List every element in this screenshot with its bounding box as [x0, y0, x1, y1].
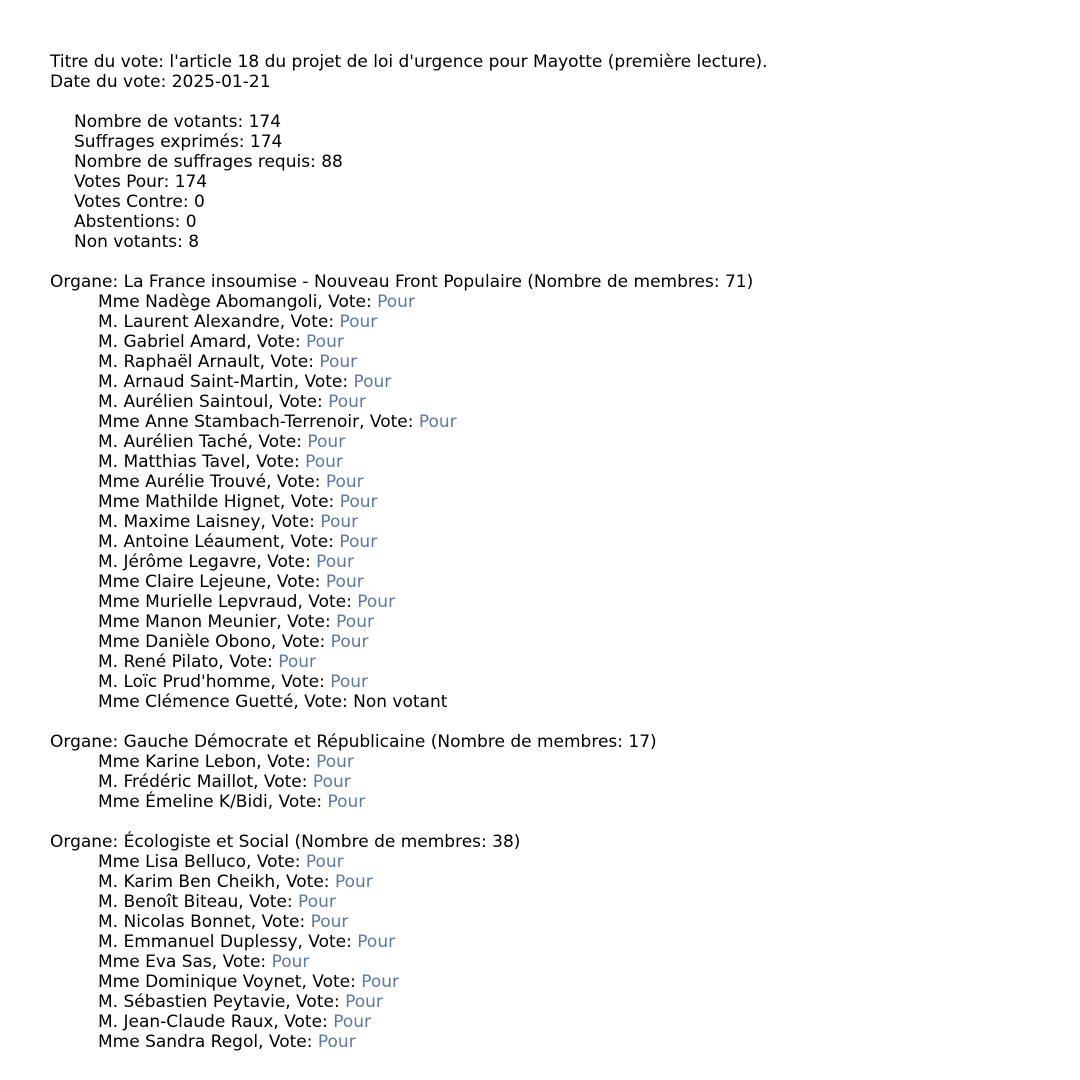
member-row [50, 952, 1060, 972]
member-vote: Pour [334, 872, 373, 892]
member-name: M. Matthias Tavel, Vote: [98, 452, 306, 472]
member-row [50, 612, 1060, 632]
member-name: Mme Aurélie Trouvé, Vote: [98, 472, 326, 492]
member-vote: Pour [316, 752, 354, 772]
member-name: M. Jérôme Legavre, Vote: [98, 552, 317, 572]
member-name: Mme Mathilde Hignet, Vote: [98, 492, 340, 512]
member-vote: Pour [271, 952, 310, 972]
member-row [50, 372, 1060, 392]
member-vote: Pour [327, 792, 366, 812]
member-name: M. Raphaël Arnault, Vote: [98, 352, 320, 372]
member-vote: Pour [361, 972, 400, 992]
member-row [50, 352, 1060, 372]
member-row [50, 972, 1060, 992]
member-vote: Non votant [353, 692, 448, 712]
member-row [50, 392, 1060, 412]
member-name: Mme Dominique Voynet, Vote: [98, 972, 362, 992]
member-name: M. Sébastien Peytavie, Vote: [98, 992, 346, 1012]
member-vote: Pour [345, 992, 383, 1012]
member-name: M. Gabriel Amard, Vote: [98, 332, 307, 352]
member-row [50, 332, 1060, 352]
member-row [50, 752, 1060, 772]
member-row [50, 772, 1060, 792]
member-name: M. Benoît Biteau, Vote: [98, 892, 299, 912]
vote-stats [50, 112, 1060, 252]
member-name: M. Aurélien Taché, Vote: [98, 432, 308, 452]
member-name: M. René Pilato, Vote: [98, 652, 279, 672]
member-name: Mme Sandra Regol, Vote: [98, 1032, 318, 1052]
stat-votes-pour: Votes Pour: 174 [74, 172, 208, 192]
member-row [50, 632, 1060, 652]
member-row [50, 1032, 1060, 1052]
member-row [50, 532, 1060, 552]
member-vote: Pour [357, 932, 396, 952]
spacer [50, 252, 1060, 272]
member-vote: Pour [317, 1032, 356, 1052]
member-vote: Pour [316, 552, 354, 572]
member-row [50, 412, 1060, 432]
member-vote: Pour [353, 372, 392, 392]
member-vote: Pour [325, 572, 364, 592]
member-row [50, 992, 1060, 1012]
member-row [50, 872, 1060, 892]
member-name: Mme Claire Lejeune, Vote: [98, 572, 326, 592]
member-vote: Pour [330, 632, 369, 652]
member-row [50, 692, 1060, 712]
member-row [50, 472, 1060, 492]
member-vote: Pour [357, 592, 396, 612]
member-row [50, 932, 1060, 952]
member-row [50, 672, 1060, 692]
member-name: Mme Anne Stambach-Terrenoir, Vote: [98, 412, 419, 432]
member-name: Mme Eva Sas, Vote: [98, 952, 272, 972]
group-section [50, 272, 1060, 712]
stat-nombre-votants: Nombre de votants: 174 [74, 112, 282, 132]
member-row [50, 652, 1060, 672]
member-row [50, 572, 1060, 592]
member-name: M. Loïc Prud'homme, Vote: [98, 672, 331, 692]
stat-votes-contre: Votes Contre: 0 [74, 192, 205, 212]
vote-date: Date du vote: 2025-01-21 [50, 72, 271, 92]
member-vote: Pour [310, 912, 349, 932]
member-name: Mme Danièle Obono, Vote: [98, 632, 331, 652]
member-row [50, 492, 1060, 512]
member-name: M. Arnaud Saint-Martin, Vote: [98, 372, 354, 392]
member-vote: Pour [278, 652, 317, 672]
member-row [50, 312, 1060, 332]
member-name: M. Laurent Alexandre, Vote: [98, 312, 340, 332]
group-heading: Organe: Gauche Démocrate et Républicaine (Nombre de membres: 17) [50, 732, 657, 752]
member-row [50, 852, 1060, 872]
vote-title: Titre du vote: l'article 18 du projet de loi d'urgence pour Mayotte (première lecture). [50, 52, 768, 72]
member-name: Mme Lisa Belluco, Vote: [98, 852, 306, 872]
member-row [50, 912, 1060, 932]
member-row [50, 432, 1060, 452]
stat-suffrages-exprimes: Suffrages exprimés: 174 [74, 132, 283, 152]
stat-suffrages-requis: Nombre de suffrages requis: 88 [74, 152, 343, 172]
member-vote: Pour [312, 772, 351, 792]
member-vote: Pour [418, 412, 457, 432]
member-vote: Pour [307, 432, 346, 452]
member-name: M. Karim Ben Cheikh, Vote: [98, 872, 335, 892]
member-name: M. Emmanuel Duplessy, Vote: [98, 932, 358, 952]
member-name: M. Aurélien Saintoul, Vote: [98, 392, 329, 412]
member-name: M. Antoine Léaument, Vote: [98, 532, 340, 552]
member-name: Mme Karine Lebon, Vote: [98, 752, 317, 772]
member-row [50, 552, 1060, 572]
member-name: Mme Émeline K/Bidi, Vote: [98, 792, 328, 812]
member-vote: Pour [319, 352, 358, 372]
member-vote: Pour [330, 672, 369, 692]
member-vote: Pour [328, 392, 366, 412]
member-name: Mme Nadège Abomangoli, Vote: [98, 292, 378, 312]
member-vote: Pour [377, 292, 415, 312]
vote-document [50, 52, 1060, 1052]
member-vote: Pour [336, 612, 374, 632]
member-vote: Pour [320, 512, 359, 532]
spacer [50, 92, 1060, 112]
member-vote: Pour [339, 532, 378, 552]
member-vote: Pour [333, 1012, 371, 1032]
stat-abstentions: Abstentions: 0 [74, 212, 197, 232]
member-vote: Pour [339, 492, 378, 512]
group-heading: Organe: La France insoumise - Nouveau Front Populaire (Nombre de membres: 71) [50, 272, 754, 292]
member-name: Mme Clémence Guetté, Vote: [98, 692, 354, 712]
stat-non-votants: Non votants: 8 [74, 232, 200, 252]
member-row [50, 512, 1060, 532]
member-name: Mme Manon Meunier, Vote: [98, 612, 337, 632]
member-vote: Pour [306, 332, 344, 352]
member-vote: Pour [298, 892, 336, 912]
member-row [50, 592, 1060, 612]
member-name: Mme Murielle Lepvraud, Vote: [98, 592, 358, 612]
member-vote: Pour [339, 312, 378, 332]
member-vote: Pour [305, 452, 343, 472]
member-vote: Pour [305, 852, 344, 872]
member-row [50, 792, 1060, 812]
group-heading: Organe: Écologiste et Social (Nombre de membres: 38) [50, 832, 521, 852]
member-vote: Pour [325, 472, 364, 492]
member-name: M. Frédéric Maillot, Vote: [98, 772, 313, 792]
member-row [50, 892, 1060, 912]
group-section [50, 832, 1060, 1052]
group-section [50, 732, 1060, 812]
spacer [50, 712, 1060, 732]
member-row [50, 1012, 1060, 1032]
member-name: M. Maxime Laisney, Vote: [98, 512, 321, 532]
member-row [50, 452, 1060, 472]
member-row [50, 292, 1060, 312]
groups-list [50, 252, 1060, 1052]
member-name: M. Nicolas Bonnet, Vote: [98, 912, 311, 932]
member-name: M. Jean-Claude Raux, Vote: [98, 1012, 334, 1032]
spacer [50, 812, 1060, 832]
